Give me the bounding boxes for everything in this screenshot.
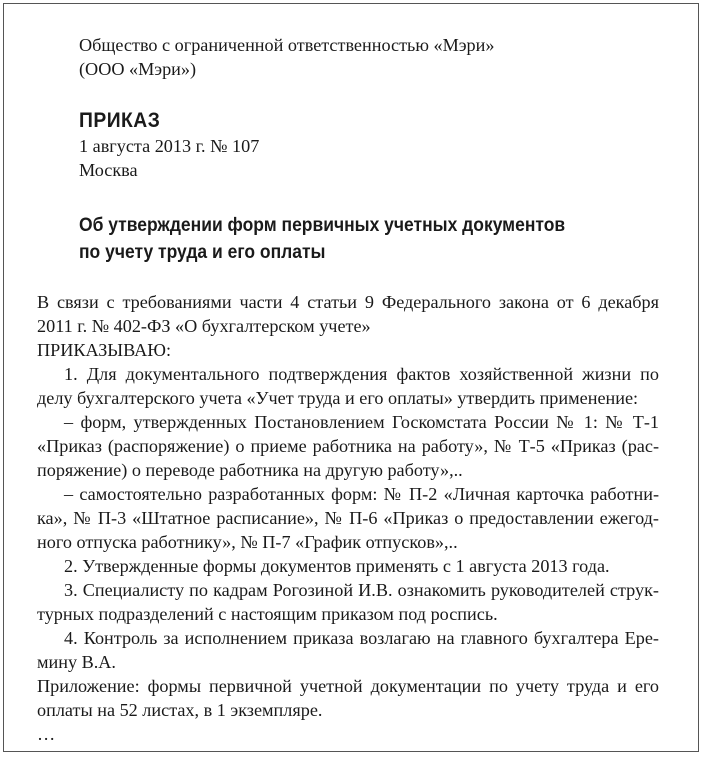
body-line: В связи с требованиями части 4 статьи 9 Федерального закона от 6 декабря xyxy=(37,292,659,312)
order-body xyxy=(37,290,659,746)
body-line: … xyxy=(37,724,56,744)
body-line: ПРИКАЗЫВАЮ: xyxy=(37,340,172,360)
body-line: Приложение: формы первичной учетной документации по учету труда и его xyxy=(37,676,659,696)
body-line: поряжение) о переводе работника на другую работу»,.. xyxy=(37,460,463,480)
body-line: ка», № П-3 «Штатное расписание», № П-6 «Приказ о предоставлении ежегод- xyxy=(37,508,659,528)
body-line: – форм, утвержденных Постановлением Госкомстата России № 1: № Т-1 xyxy=(64,412,659,432)
order-title: ПРИКАЗ xyxy=(79,109,161,132)
body-line: – самостоятельно разработанных форм: № П-2 «Личная карточка работни- xyxy=(64,484,659,504)
subject-line-2: по учету труда и его оплаты xyxy=(79,242,326,263)
body-line: 1. Для документального подтверждения фактов хозяйственной жизни по xyxy=(64,364,659,384)
organization-block xyxy=(79,33,679,81)
organization-short-name: (ООО «Мэри») xyxy=(79,59,197,79)
order-meta xyxy=(79,134,679,182)
body-line: мину В.А. xyxy=(37,652,116,672)
body-line: 2. Утвержденные формы документов применять с 1 августа 2013 года. xyxy=(64,556,610,576)
body-line: делу бухгалтерского учета «Учет труда и его оплаты» утвердить применение: xyxy=(37,388,639,408)
order-city: Москва xyxy=(79,160,138,180)
body-line: «Приказ (распоряжение) о приеме работника на работу», № Т-5 «Приказ (рас- xyxy=(37,436,659,456)
body-line: ного отпуска работнику», № П-7 «График отпусков»,.. xyxy=(37,532,458,552)
subject-line-1: Об утверждении форм первичных учетных документов xyxy=(79,215,566,236)
body-line: турных подразделений с настоящим приказом под роспись. xyxy=(37,604,498,624)
body-line: оплаты на 52 листах, в 1 экземпляре. xyxy=(37,700,323,720)
organization-full-name: Общество с ограниченной ответственностью «Мэри» xyxy=(79,35,495,55)
order-subject xyxy=(79,212,565,266)
body-line: 3. Специалисту по кадрам Рогозиной И.В. ознакомить руководителей струк- xyxy=(64,580,659,600)
order-date-number: 1 августа 2013 г. № 107 xyxy=(79,136,260,156)
body-line: 2011 г. № 402-ФЗ «О бухгалтерском учете» xyxy=(37,316,371,336)
body-line: 4. Контроль за исполнением приказа возлагаю на главного бухгалтера Ере- xyxy=(64,628,659,648)
